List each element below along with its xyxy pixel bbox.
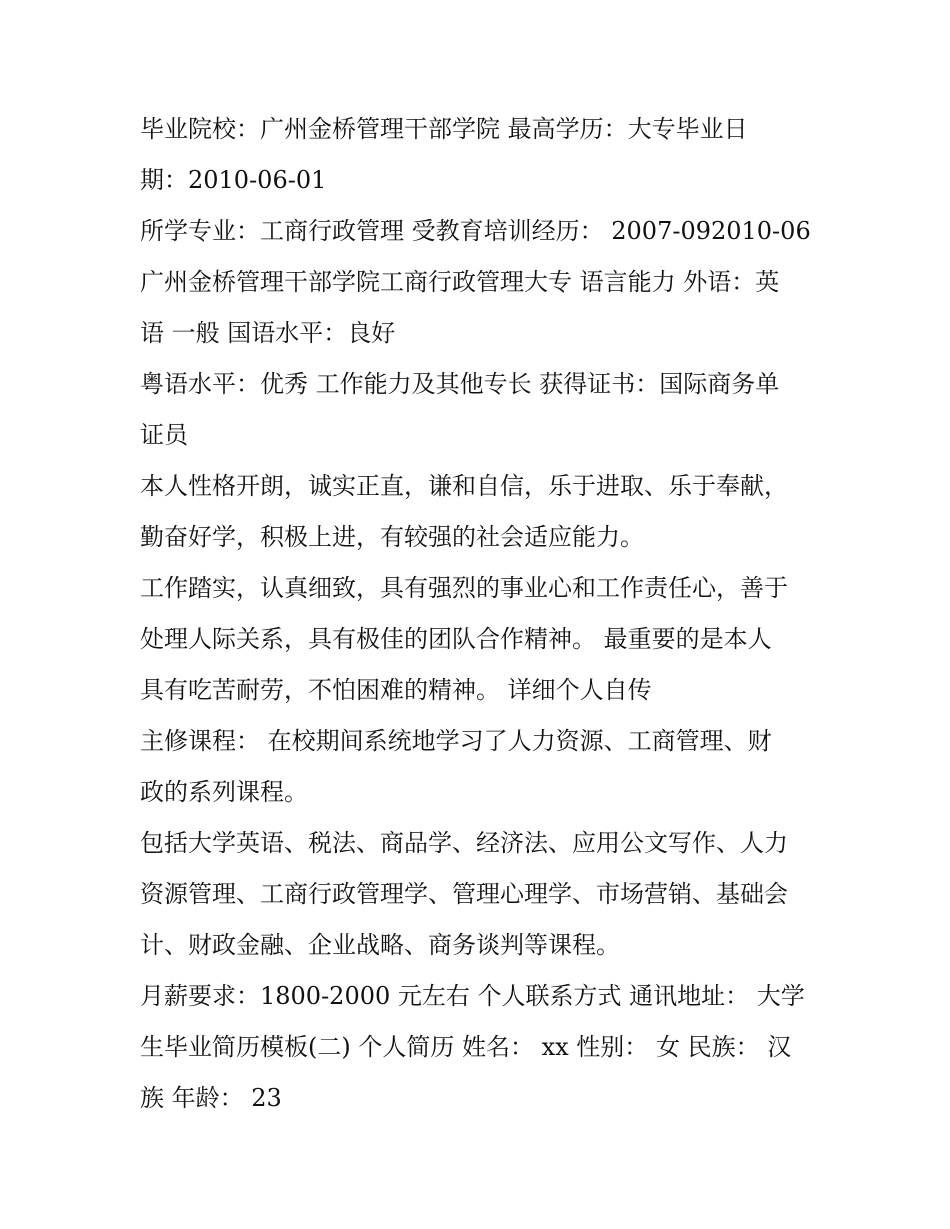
text-line: 具有吃苦耐劳，不怕困难的精神。 详细个人自传 bbox=[140, 676, 652, 704]
text-line: 资源管理、工商行政管理学、管理心理学、市场营销、基础会 bbox=[140, 880, 788, 908]
text-line: 期：2010-06-01 bbox=[140, 166, 327, 194]
text-line: 处理人际关系，具有极佳的团队合作精神。 最重要的是本人 bbox=[140, 625, 772, 653]
text-line: 毕业院校：广州金桥管理干部学院 最高学历：大专毕业日 bbox=[140, 115, 748, 143]
text-line: 勤奋好学，积极上进，有较强的社会适应能力。 bbox=[140, 523, 644, 551]
text-line: 生毕业简历模板(二) 个人简历 姓名： xx 性别： 女 民族： 汉 bbox=[140, 1033, 792, 1061]
text-line: 证员 bbox=[140, 421, 188, 449]
text-line: 工作踏实，认真细致，具有强烈的事业心和工作责任心，善于 bbox=[140, 574, 788, 602]
text-line: 所学专业：工商行政管理 受教育培训经历： 2007-092010-06 bbox=[140, 217, 811, 245]
document-body bbox=[140, 104, 820, 1124]
text-line: 族 年龄： 23 bbox=[140, 1084, 282, 1112]
text-line: 包括大学英语、税法、商品学、经济法、应用公文写作、人力 bbox=[140, 829, 788, 857]
text-line: 粤语水平：优秀 工作能力及其他专长 获得证书：国际商务单 bbox=[140, 370, 780, 398]
text-line: 主修课程： 在校期间系统地学习了人力资源、工商管理、财 bbox=[140, 727, 772, 755]
text-line: 本人性格开朗，诚实正直，谦和自信，乐于进取、乐于奉献， bbox=[140, 472, 788, 500]
text-line: 月薪要求：1800-2000 元左右 个人联系方式 通讯地址： 大学 bbox=[140, 982, 805, 1010]
text-line: 语 一般 国语水平：良好 bbox=[140, 319, 396, 347]
text-line: 广州金桥管理干部学院工商行政管理大专 语言能力 外语：英 bbox=[140, 268, 780, 296]
text-line: 计、财政金融、企业战略、商务谈判等课程。 bbox=[140, 931, 620, 959]
text-line: 政的系列课程。 bbox=[140, 778, 308, 806]
